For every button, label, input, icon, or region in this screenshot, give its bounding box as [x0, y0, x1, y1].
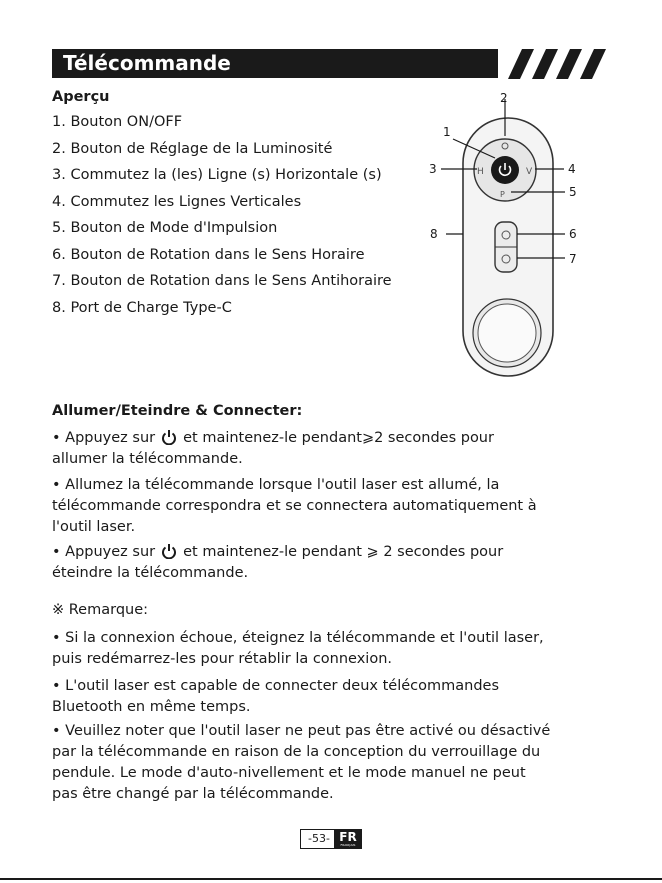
page-number: -53-: [300, 829, 338, 849]
overview-item-5: 5. Bouton de Mode d'Impulsion: [52, 220, 278, 236]
pulse-icon: P: [500, 190, 505, 199]
section-banner: [52, 49, 498, 78]
connect-paragraph-1: • Appuyez sur et maintenez-le pendant⩾2 secondes pour allumer la télécommande.: [52, 430, 494, 467]
callout-1: 1: [443, 125, 451, 139]
power-symbol-icon: [161, 543, 177, 559]
callout-4: 4: [568, 162, 576, 176]
remark-title: ※ Remarque:: [52, 602, 149, 618]
language-badge-sub: FRANÇAIS: [340, 843, 356, 847]
callout-8: 8: [430, 227, 438, 241]
overview-item-8: 8. Port de Charge Type-C: [52, 300, 232, 316]
overview-item-7: 7. Bouton de Rotation dans le Sens Antihoraire: [52, 273, 392, 289]
callout-3: 3: [429, 162, 437, 176]
overview-title: Aperçu: [52, 89, 110, 105]
banner-stripes-decoration: [494, 49, 606, 79]
connect-paragraph-3: • Appuyez sur et maintenez-le pendant ⩾ 2 secondes pour éteindre la télécommande.: [52, 544, 504, 581]
overview-item-6: 6. Bouton de Rotation dans le Sens Horaire: [52, 247, 365, 263]
horizontal-line-icon: H: [477, 167, 484, 177]
callout-5: 5: [569, 185, 577, 199]
remote-diagram: [425, 88, 595, 388]
bottom-rule: [0, 878, 662, 880]
overview-item-3: 3. Commutez la (les) Ligne (s) Horizontale (s): [52, 167, 382, 183]
overview-item-1: 1. Bouton ON/OFF: [52, 114, 183, 130]
overview-item-4: 4. Commutez les Lignes Verticales: [52, 194, 302, 210]
callout-7: 7: [569, 252, 577, 266]
callout-2: 2: [500, 91, 508, 105]
connect-paragraph-2: • Allumez la télécommande lorsque l'outil laser est allumé, la télécommande correspondra et se connectera automatiquement à l'outil laser.: [52, 477, 537, 535]
remark-paragraph-2: • L'outil laser est capable de connecter deux télécommandes Bluetooth en même temps.: [52, 678, 500, 715]
remark-paragraph-3: • Veuillez noter que l'outil laser ne peut pas être activé ou désactivé par la télécommande en raison de la conception du verrouillage du pendule. Le mode d'auto-nivellement et le mode manuel ne peut pas être changé par la télécommande.: [52, 723, 551, 802]
language-badge: FR: [334, 829, 362, 849]
connect-title: Allumer/Eteindre & Connecter:: [52, 403, 303, 419]
vertical-line-icon: V: [526, 167, 533, 177]
callout-6: 6: [569, 227, 577, 241]
remark-paragraph-1: • Si la connexion échoue, éteignez la télécommande et l'outil laser, puis redémarrez-les pour rétablir la connexion.: [52, 630, 544, 667]
section-title: Télécommande: [63, 51, 231, 75]
overview-item-2: 2. Bouton de Réglage de la Luminosité: [52, 141, 333, 157]
power-symbol-icon: [161, 429, 177, 445]
